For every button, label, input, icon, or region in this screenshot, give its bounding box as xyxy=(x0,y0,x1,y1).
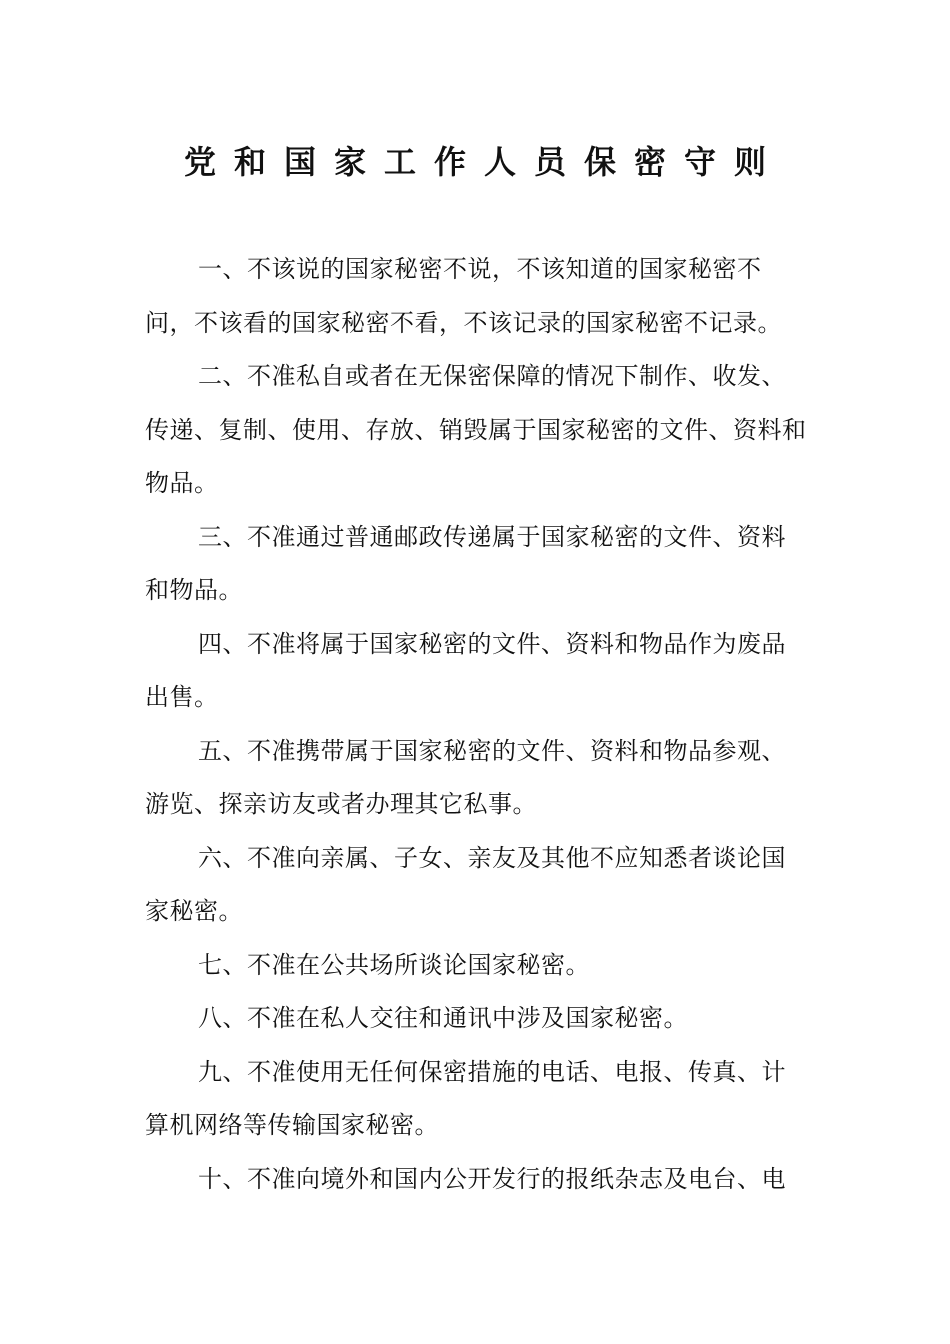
rule-paragraph-5: 五、不准携带属于国家秘密的文件、资料和物品参观、游览、探亲访友或者办理其它私事。 xyxy=(145,736,786,818)
document-title: 党和国家工作人员保密守则 xyxy=(183,143,784,181)
rule-paragraph-8: 八、不准在私人交往和通讯中涉及国家秘密。 xyxy=(198,1004,688,1032)
document-body xyxy=(145,243,810,1206)
rule-paragraph-1: 一、不该说的国家秘密不说，不该知道的国家秘密不问，不该看的国家秘密不看，不该记录的国家秘密不记录。 xyxy=(145,255,782,337)
rule-paragraph-2: 二、不准私自或者在无保密保障的情况下制作、收发、传递、复制、使用、存放、销毁属于国家秘密的文件、资料和物品。 xyxy=(145,362,807,497)
rule-paragraph-10: 十、不准向境外和国内公开发行的报纸杂志及电台、电 xyxy=(198,1164,786,1193)
rule-paragraph-9: 九、不准使用无任何保密措施的电话、电报、传真、计算机网络等传输国家秘密。 xyxy=(145,1057,786,1139)
rule-paragraph-3: 三、不准通过普通邮政传递属于国家秘密的文件、资料和物品。 xyxy=(145,522,786,604)
rule-paragraph-4: 四、不准将属于国家秘密的文件、资料和物品作为废品出售。 xyxy=(145,629,786,711)
rule-paragraph-6: 六、不准向亲属、子女、亲友及其他不应知悉者谈论国家秘密。 xyxy=(145,843,786,925)
rule-paragraph-7: 七、不准在公共场所谈论国家秘密。 xyxy=(198,950,590,979)
